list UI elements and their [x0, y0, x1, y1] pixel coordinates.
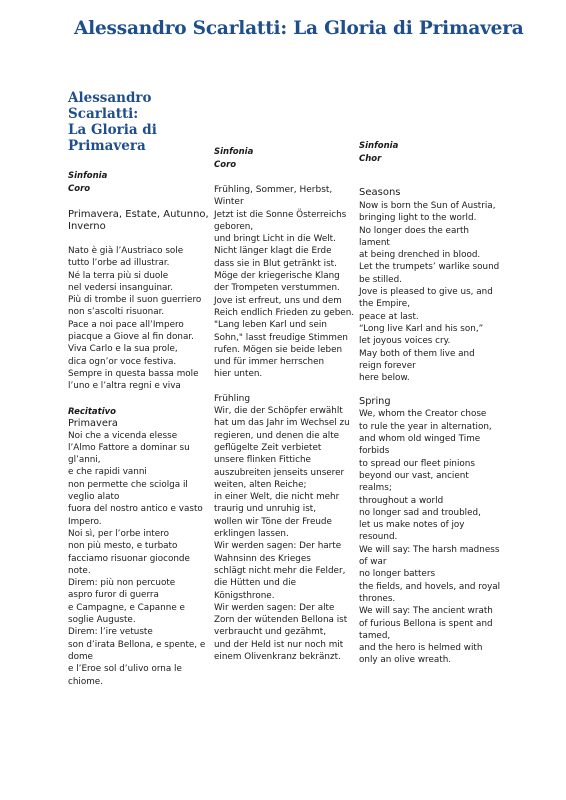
verse-line: no longer sad and troubled,: [359, 507, 481, 518]
recitativo-verse: [68, 430, 210, 688]
verse-line: und der Held ist nur noch mit: [214, 639, 344, 650]
spring-verse: [214, 405, 356, 663]
verse-line: to rule the year in alternation,: [359, 421, 492, 432]
verse-line: weiten, alten Reiche;: [214, 479, 307, 490]
verse-line: Sempre in questa bassa mole: [68, 368, 199, 379]
chorus-verse: [68, 245, 210, 393]
verse-line: in einer Welt, die nicht mehr: [214, 492, 340, 503]
verse-line: to spread our fleet pinions: [359, 458, 475, 469]
recitativo-label: Recitativo: [68, 406, 116, 417]
verse-line: unsere flinken Fittiche: [214, 455, 311, 466]
chorus-verse: [359, 200, 501, 384]
verse-line: Wir, die der Schöpfer erwählt: [214, 406, 343, 417]
verse-line: erklingen lassen.: [214, 529, 289, 540]
heading-line: Alessandro Scarlatti:: [68, 90, 152, 122]
verse-line: non s’ascolti risuonar.: [68, 307, 165, 318]
verse-line: traurig und unruhig ist,: [214, 504, 317, 515]
verse-line: We, whom the Creator chose: [359, 409, 487, 420]
verse-line: die Hütten und die: [214, 578, 297, 589]
verse-line: Now is born the Sun of Austria,: [359, 201, 496, 211]
verse-line: Direm: più non percuote: [68, 578, 176, 589]
verse-line: resound.: [359, 532, 398, 543]
verse-line: No longer does the earth lament: [359, 225, 470, 248]
verse-line: let us make notes of joy: [359, 520, 465, 531]
verse-line: rufen. Mögen sie beide leben: [214, 344, 343, 355]
verse-line: Nato è già l’Austriaco sole: [68, 246, 184, 256]
verse-line: wollen wir Töne der Freude: [214, 516, 332, 527]
verse-line: "Lang leben Karl und sein Sohn," lasst freudige Stimmen: [214, 320, 348, 343]
section-label-coro: Coro: [214, 159, 237, 170]
section-label-chor: Chor: [359, 153, 382, 164]
verse-line: We will say: The harsh madness of war: [359, 544, 500, 568]
verse-line: Wahnsinn des Krieges: [214, 553, 311, 564]
verse-line: Möge der kriegerische Klang: [214, 271, 340, 282]
verse-line: dass sie in Blut getränkt ist.: [214, 258, 337, 269]
verse-line: Wir werden sagen: Der harte: [214, 541, 342, 552]
verse-line: Let the trumpets’ warlike sound: [359, 262, 500, 273]
verse-line: Noi che a vicenda elesse: [68, 430, 178, 441]
verse-line: be stilled.: [359, 274, 402, 285]
spring-verse: [359, 408, 501, 666]
verse-line: Più di trombe il suon guerriero: [68, 295, 202, 306]
verse-line: Nicht länger klagt die Erde: [214, 246, 332, 257]
verse-line: let joyous voices cry.: [359, 336, 451, 347]
verse-line: “Long live Karl and his son,”: [359, 323, 484, 334]
verse-line: dica ogn’or voce festiva.: [68, 356, 177, 367]
verse-line: l’Almo Fattore a dominar su gl’anni,: [68, 442, 190, 466]
verse-line: the fields, and hovels, and royal thrones.: [359, 581, 501, 604]
verse-line: son d’irata Bellona, e spente, e dome: [68, 639, 206, 662]
section-label-sinfonia: Sinfonia: [68, 171, 108, 181]
section-label-sinfonia: Sinfonia: [214, 147, 254, 157]
english-column: [359, 140, 501, 667]
verse-line: facciamo risuonar gioconde note.: [68, 553, 190, 576]
verse-line: Pace a noi pace all’Impero: [68, 319, 184, 330]
verse-line: fuora del nostro antico e vasto Impero.: [68, 504, 203, 527]
verse-line: only an olive wreath.: [359, 655, 452, 666]
verse-line: aspro furor di guerra: [68, 590, 159, 601]
verse-line: auszubreiten jenseits unserer: [214, 467, 345, 478]
seasons-title: Primavera, Estate, Autunno, Inverno: [68, 209, 209, 232]
seasons-title: Frühling, Sommer, Herbst, Winter: [214, 185, 333, 208]
italian-column: [68, 90, 210, 688]
verse-line: beyond our vast, ancient realms;: [359, 470, 469, 494]
section-label-sinfonia: Sinfonia: [359, 141, 399, 151]
verse-line: Wir werden sagen: Der alte: [214, 602, 335, 613]
verse-line: here below.: [359, 373, 410, 384]
verse-line: einem Olivenkranz bekränzt.: [214, 651, 341, 662]
verse-line: non più mesto, e turbato: [68, 541, 178, 552]
verse-line: der Trompeten verstummen.: [214, 283, 340, 294]
verse-line: Viva Carlo e la sua prole,: [68, 344, 178, 355]
verse-line: e che rapidi vanni: [68, 467, 147, 478]
verse-line: throughout a world: [359, 495, 444, 506]
verse-line: Jetzt ist die Sonne Österreichs geboren,: [214, 209, 347, 232]
heading-line: La Gloria di: [68, 122, 157, 138]
recitativo-title: Primavera: [68, 417, 118, 429]
verse-line: Né la terra più si duole: [68, 270, 169, 281]
section-label-coro: Coro: [68, 183, 91, 194]
verse-line: We will say: The ancient wrath: [359, 606, 493, 617]
verse-line: Jove is pleased to give us, and: [359, 287, 493, 298]
verse-line: nel vedersi insanguinar.: [68, 282, 174, 293]
german-column: [214, 146, 356, 663]
verse-line: May both of them live and: [359, 348, 475, 359]
verse-line: peace at last.: [359, 311, 419, 322]
verse-line: Jove ist erfreut, uns und dem: [214, 295, 342, 306]
verse-line: e Campagne, e Capanne e soglie Auguste.: [68, 602, 185, 626]
verse-line: und bringt Licht in die Welt.: [214, 234, 336, 245]
verse-line: geflügelte Zeit verbietet: [214, 442, 322, 453]
verse-line: non permette che sciolga il veglio alato: [68, 479, 188, 503]
verse-line: und für immer herrschen: [214, 357, 325, 368]
heading-line: Primavera: [68, 138, 146, 154]
verse-line: Noi sì, per l’orbe intero: [68, 528, 169, 539]
verse-line: Direm: l’ire vetuste: [68, 627, 153, 638]
verse-line: Reich endlich Frieden zu geben.: [214, 307, 355, 318]
verse-line: reign forever: [359, 360, 416, 371]
verse-line: verbraucht und gezähmt,: [214, 627, 326, 638]
document-heading: [68, 90, 210, 154]
verse-line: hat um das Jahr im Wechsel zu: [214, 418, 350, 429]
verse-line: and whom old winged Time forbids: [359, 434, 481, 457]
verse-line: the Empire,: [359, 299, 411, 310]
verse-line: schlägt nicht mehr die Felder,: [214, 565, 346, 576]
verse-line: bringing light to the world.: [359, 213, 477, 224]
verse-line: of furious Bellona is spent and tamed,: [359, 618, 493, 641]
chorus-verse: [214, 209, 356, 381]
verse-line: Königsthrone.: [214, 590, 275, 601]
seasons-title: Seasons: [359, 187, 401, 198]
spring-title: Spring: [359, 396, 391, 408]
verse-line: e l’Eroe sol d’ulivo orna le chiome.: [68, 664, 182, 687]
verse-line: piacque a Giove al fin donar.: [68, 332, 194, 343]
verse-line: at being drenched in blood.: [359, 250, 481, 261]
verse-line: hier unten.: [214, 369, 263, 380]
verse-line: regieren, und denen die alte: [214, 430, 340, 441]
verse-line: and the hero is helmed with: [359, 643, 483, 654]
spring-title: Frühling: [214, 393, 251, 404]
page-title: Alessandro Scarlatti: La Gloria di Primavera: [74, 18, 524, 39]
verse-line: no longer batters: [359, 569, 436, 580]
verse-line: tutto l’orbe ad illustrar.: [68, 258, 170, 269]
verse-line: l’uno e l’altra regni e viva: [68, 381, 181, 392]
verse-line: Zorn der wütenden Bellona ist: [214, 615, 348, 626]
